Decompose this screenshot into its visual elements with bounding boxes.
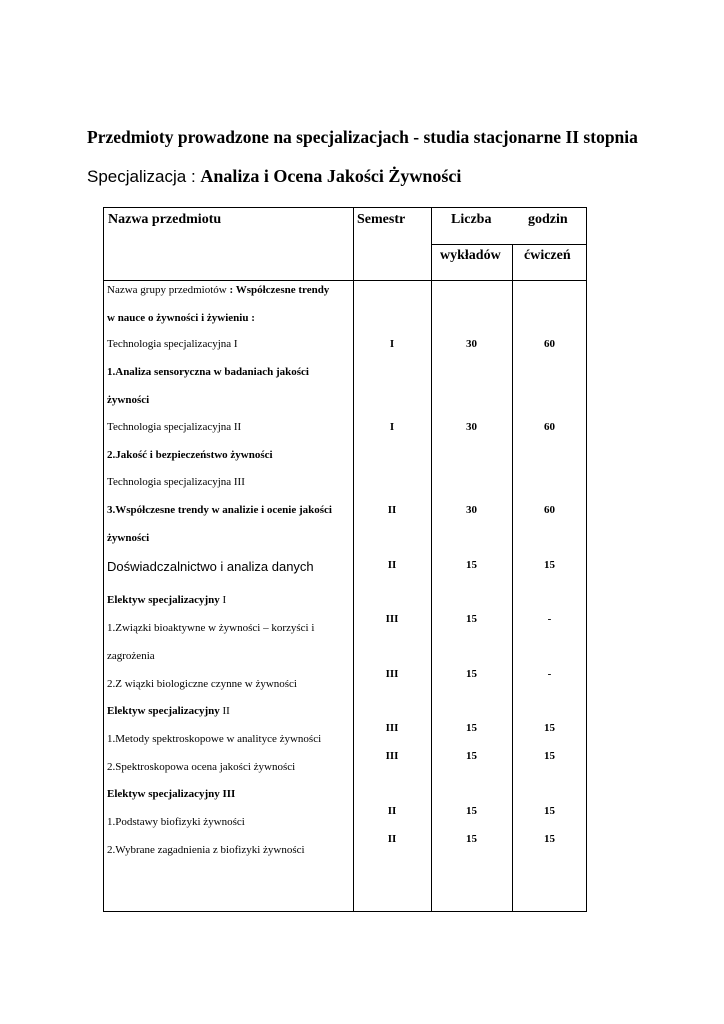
group-name-line-1 [107, 284, 329, 296]
header-subdivider [431, 244, 586, 245]
subject-tech-2-title: 2.Jakość i bezpieczeństwo żywności [107, 449, 273, 461]
exercises-value: 60 [544, 504, 555, 516]
exercises-value: 15 [544, 805, 555, 817]
exercises-value: 15 [544, 750, 555, 762]
specialization-line [87, 166, 461, 187]
subject-tech-1-title: 1.Analiza sensoryczna w badaniach jakości [107, 366, 309, 378]
elective-1-heading [107, 594, 226, 606]
elective-3-subject-2: 2.Wybrane zagadnienia z biofizyki żywności [107, 844, 305, 856]
exercises-value: 15 [544, 833, 555, 845]
subject-tech-3-title: 3.Współczesne trendy w analizie i ocenie jakości [107, 504, 332, 516]
semester-value: III [385, 668, 399, 680]
header-bottom-line [104, 280, 586, 281]
elective-1-number: I [219, 594, 227, 606]
document-title: Przedmioty prowadzone na specjalizacjach - studia stacjonarne II stopnia [87, 127, 638, 147]
elective-1-label: Elektyw specjalizacyjny [107, 594, 220, 606]
exercises-value: - [547, 613, 552, 625]
exercises-value: 60 [544, 338, 555, 350]
subject-tech-3: Technologia specjalizacyjna III [107, 476, 245, 488]
lectures-value: 15 [466, 722, 477, 734]
group-name: : Współczesne trendy [229, 284, 330, 296]
lectures-value: 30 [466, 338, 477, 350]
subject-tech-1: Technologia specjalizacyjna I [107, 338, 238, 350]
header-hours-count: Liczba [451, 212, 492, 227]
header-subject-name: Nazwa przedmiotu [108, 212, 222, 227]
semester-value: III [385, 613, 399, 625]
header-lectures: wykładów [440, 248, 501, 263]
elective-2-label: Elektyw specjalizacyjny [107, 705, 220, 717]
lectures-value: 30 [466, 421, 477, 433]
elective-2-number: II [219, 705, 230, 717]
elective-1-subject-1-cont: zagrożenia [107, 650, 155, 662]
semester-value: I [389, 338, 395, 350]
semester-value: III [385, 722, 399, 734]
header-exercises: ćwiczeń [524, 248, 571, 263]
exercises-value: 15 [544, 559, 555, 571]
exercises-value: 60 [544, 421, 555, 433]
lectures-value: 15 [466, 559, 477, 571]
semester-value: II [387, 559, 397, 571]
specialization-name: Analiza i Ocena Jakości Żywności [200, 166, 462, 186]
lectures-value: 15 [466, 750, 477, 762]
subject-tech-2: Technologia specjalizacyjna II [107, 421, 242, 433]
group-prefix: Nazwa grupy przedmiotów [107, 284, 230, 296]
subject-experimentation: Doświadczalnictwo i analiza danych [107, 559, 314, 574]
semester-value: II [387, 805, 397, 817]
elective-3-heading: Elektyw specjalizacyjny III [107, 788, 236, 800]
subject-tech-3-title-cont: żywności [107, 532, 150, 544]
header-semester: Semestr [357, 212, 406, 227]
elective-1-subject-2: 2.Z wiązki biologiczne czynne w żywności [107, 678, 297, 690]
elective-1-subject-1: 1.Związki bioaktywne w żywności – korzyści i [107, 622, 315, 634]
semester-value: II [387, 504, 397, 516]
exercises-value: - [547, 668, 552, 680]
semester-value: I [389, 421, 395, 433]
lectures-value: 30 [466, 504, 477, 516]
elective-2-subject-2: 2.Spektroskopowa ocena jakości żywności [107, 761, 296, 773]
lectures-value: 15 [466, 833, 477, 845]
lectures-value: 15 [466, 805, 477, 817]
elective-3-subject-1: 1.Podstawy biofizyki żywności [107, 816, 245, 828]
semester-value: II [387, 833, 397, 845]
group-name-line-2: w nauce o żywności i żywieniu : [107, 312, 255, 324]
lectures-value: 15 [466, 613, 477, 625]
semester-value: III [385, 750, 399, 762]
lectures-value: 15 [466, 668, 477, 680]
subject-tech-1-title-cont: żywności [107, 394, 150, 406]
elective-2-subject-1: 1.Metody spektroskopowe w analityce żywności [107, 733, 322, 745]
elective-2-heading [107, 705, 230, 717]
exercises-value: 15 [544, 722, 555, 734]
subjects-table [103, 207, 587, 912]
specialization-label: Specjalizacja : [87, 167, 201, 186]
header-hours: godzin [528, 212, 568, 227]
